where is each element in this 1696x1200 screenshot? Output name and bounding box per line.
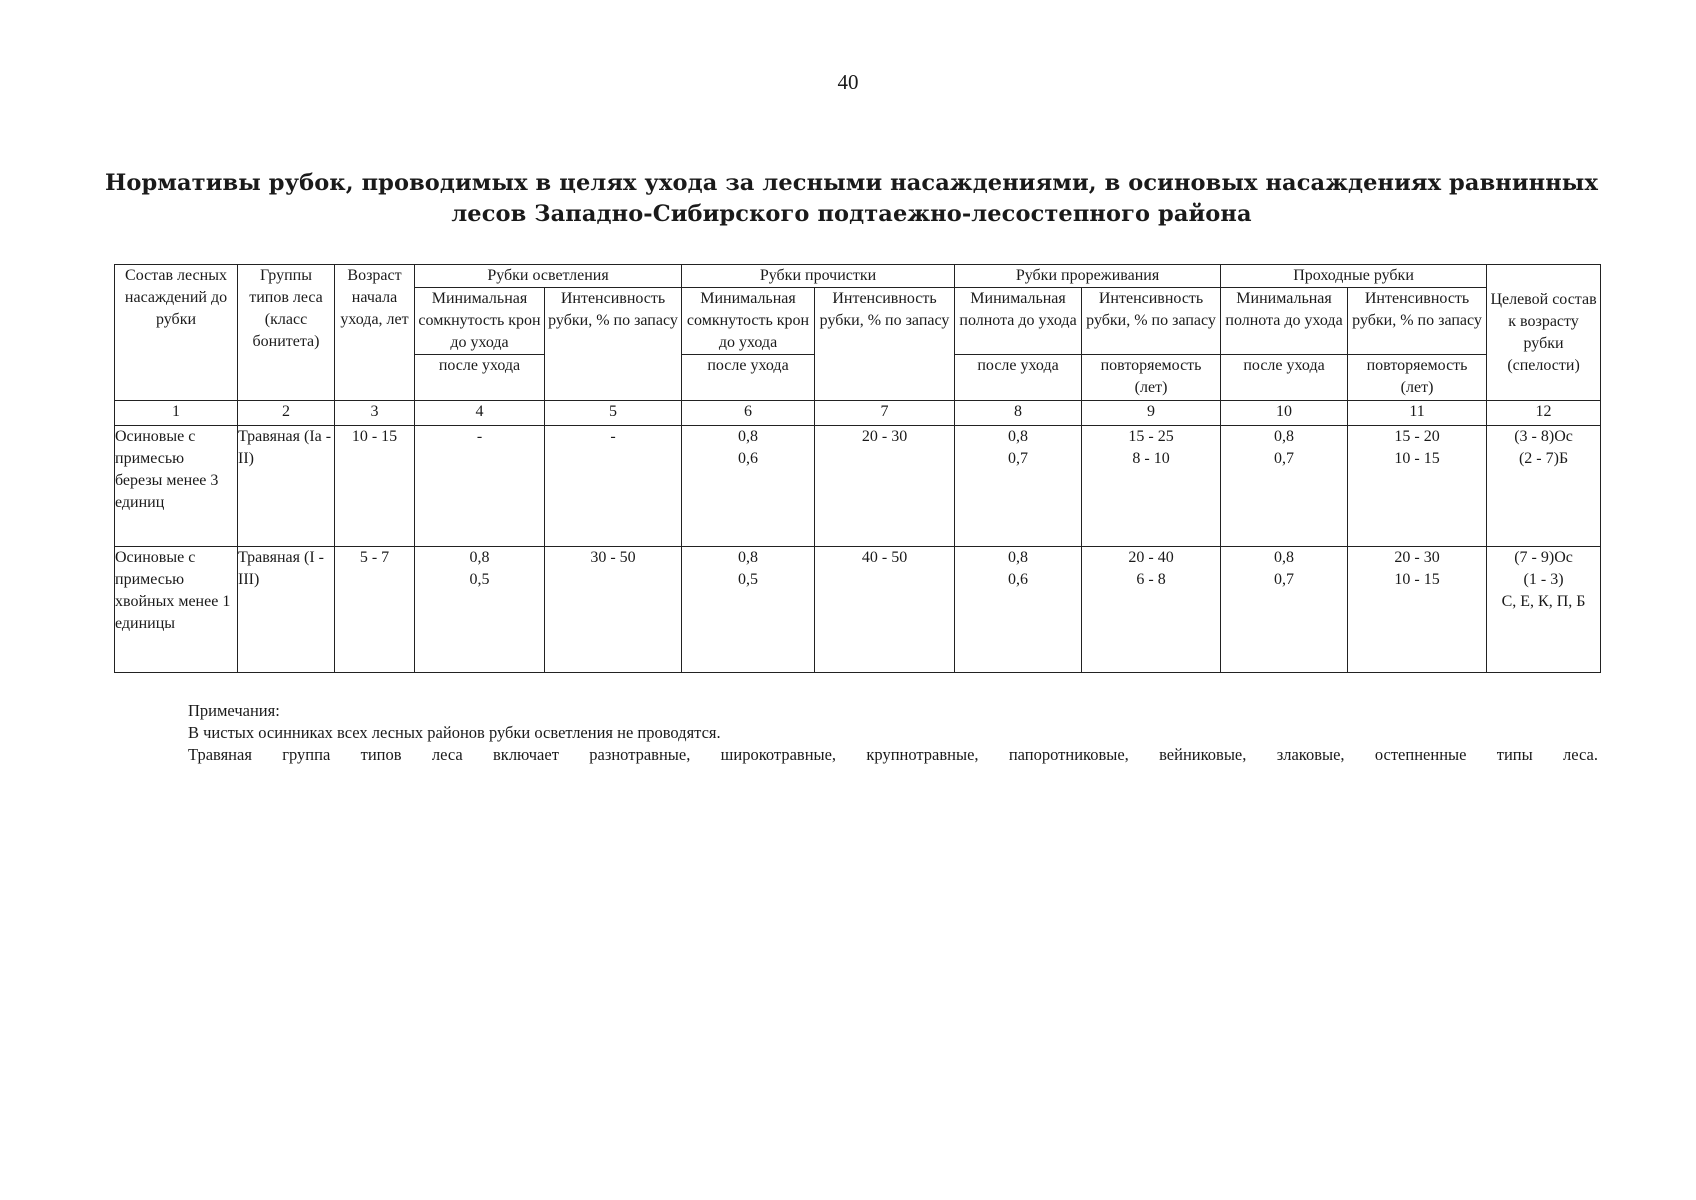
column-number: 5 bbox=[545, 401, 682, 426]
column-number: 8 bbox=[955, 401, 1082, 426]
cell-target: (3 - 8)Ос (2 - 7)Б bbox=[1487, 426, 1601, 547]
header-intensity: Интенсивность рубки, % по запасу bbox=[815, 288, 955, 401]
header-intensity: Интенсивность рубки, % по запасу bbox=[545, 288, 682, 401]
header-composition: Состав лесных насаждений до рубки bbox=[115, 265, 238, 401]
header-passage: Проходные рубки bbox=[1221, 265, 1487, 288]
header-min-density: Минимальная полнота до ухода bbox=[955, 288, 1082, 355]
header-intensity: Интенсивность рубки, % по запасу bbox=[1348, 288, 1487, 355]
cell-forest-group: Травяная (I - III) bbox=[238, 547, 335, 673]
note-line: В чистых осинниках всех лесных районов рубки осветления не проводятся. bbox=[188, 723, 721, 742]
cell-cleaning-closure: 0,8 0,6 bbox=[682, 426, 815, 547]
cell-passage-intensity: 20 - 30 10 - 15 bbox=[1348, 547, 1487, 673]
note-line: Травяная группа типов леса включает разнотравные, широкотравные, крупнотравные, папоротниковые, вейниковые, злаковые, остепненные типы леса. bbox=[188, 745, 1598, 764]
cell-forest-group: Травяная (Iа - II) bbox=[238, 426, 335, 547]
cell-thinning-intensity: 20 - 40 6 - 8 bbox=[1082, 547, 1221, 673]
header-cleaning: Рубки прочистки bbox=[682, 265, 955, 288]
notes bbox=[188, 700, 1598, 766]
column-number: 9 bbox=[1082, 401, 1221, 426]
header-start-age: Возраст начала ухода, лет bbox=[335, 265, 415, 401]
table-row bbox=[115, 547, 1601, 673]
norms-table bbox=[114, 264, 1601, 673]
header-intensity: Интенсивность рубки, % по запасу bbox=[1082, 288, 1221, 355]
header-repeat: повторяемость (лет) bbox=[1082, 355, 1221, 401]
table-row bbox=[115, 426, 1601, 547]
column-number: 7 bbox=[815, 401, 955, 426]
header-target: Целевой состав к возрасту рубки (спелости) bbox=[1487, 265, 1601, 401]
header-after-care: после ухода bbox=[682, 355, 815, 401]
column-number: 6 bbox=[682, 401, 815, 426]
cell-cleaning-closure: 0,8 0,5 bbox=[682, 547, 815, 673]
column-number: 11 bbox=[1348, 401, 1487, 426]
column-number-row bbox=[115, 401, 1601, 426]
cell-passage-density: 0,8 0,7 bbox=[1221, 426, 1348, 547]
cell-passage-density: 0,8 0,7 bbox=[1221, 547, 1348, 673]
page-number: 40 bbox=[837, 70, 859, 94]
column-number: 1 bbox=[115, 401, 238, 426]
header-clearing: Рубки осветления bbox=[415, 265, 682, 288]
column-number: 10 bbox=[1221, 401, 1348, 426]
column-number: 12 bbox=[1487, 401, 1601, 426]
cell-passage-intensity: 15 - 20 10 - 15 bbox=[1348, 426, 1487, 547]
header-min-density: Минимальная полнота до ухода bbox=[1221, 288, 1348, 355]
header-min-closure: Минимальная сомкнутость крон до ухода bbox=[415, 288, 545, 355]
cell-start-age: 10 - 15 bbox=[335, 426, 415, 547]
header-thinning: Рубки прореживания bbox=[955, 265, 1221, 288]
notes-heading: Примечания: bbox=[188, 701, 280, 720]
page-title: Нормативы рубок, проводимых в целях ухода за лесными насаждениями, в осиновых насаждениях равнинных лесов Западно-Сибирского подтаежно-лесостепного района bbox=[105, 170, 1598, 227]
column-number: 4 bbox=[415, 401, 545, 426]
cell-clearing-closure: 0,8 0,5 bbox=[415, 547, 545, 673]
cell-cleaning-intensity: 20 - 30 bbox=[815, 426, 955, 547]
cell-thinning-density: 0,8 0,7 bbox=[955, 426, 1082, 547]
cell-clearing-intensity: - bbox=[545, 426, 682, 547]
header-after-care: после ухода bbox=[415, 355, 545, 401]
cell-start-age: 5 - 7 bbox=[335, 547, 415, 673]
cell-clearing-closure: - bbox=[415, 426, 545, 547]
cell-composition: Осиновые с примесью хвойных менее 1 единицы bbox=[115, 547, 238, 673]
header-after-care: после ухода bbox=[955, 355, 1082, 401]
column-number: 2 bbox=[238, 401, 335, 426]
cell-thinning-density: 0,8 0,6 bbox=[955, 547, 1082, 673]
column-number: 3 bbox=[335, 401, 415, 426]
cell-thinning-intensity: 15 - 25 8 - 10 bbox=[1082, 426, 1221, 547]
cell-clearing-intensity: 30 - 50 bbox=[545, 547, 682, 673]
cell-composition: Осиновые с примесью березы менее 3 единиц bbox=[115, 426, 238, 547]
cell-target: (7 - 9)Ос (1 - 3) С, Е, К, П, Б bbox=[1487, 547, 1601, 673]
header-forest-group: Группы типов леса (класс бонитета) bbox=[238, 265, 335, 401]
header-repeat: повторяемость (лет) bbox=[1348, 355, 1487, 401]
header-row-groups bbox=[115, 265, 1601, 288]
header-min-closure: Минимальная сомкнутость крон до ухода bbox=[682, 288, 815, 355]
header-after-care: после ухода bbox=[1221, 355, 1348, 401]
cell-cleaning-intensity: 40 - 50 bbox=[815, 547, 955, 673]
